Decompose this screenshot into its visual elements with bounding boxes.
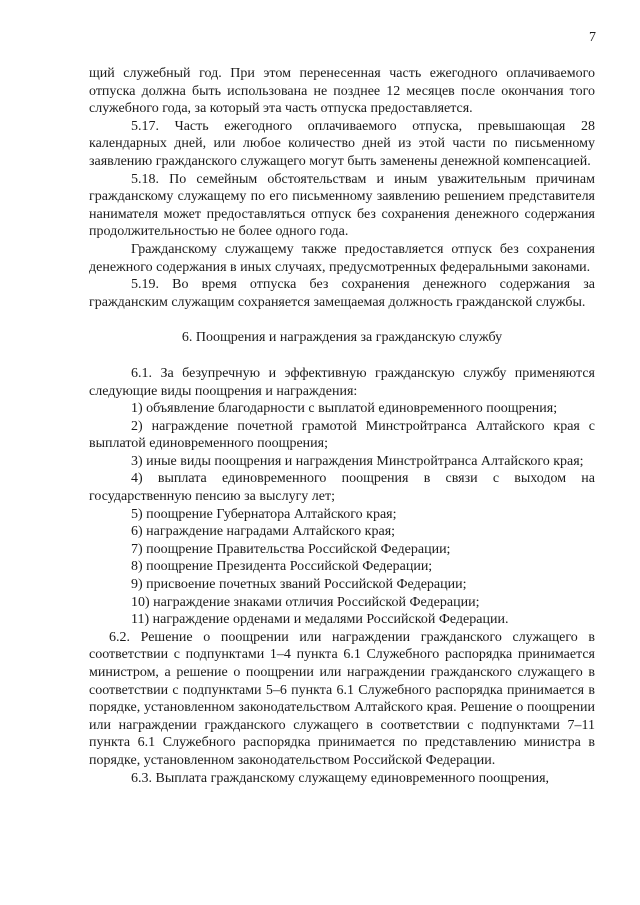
list-item: 1) объявление благодарности с выплатой единовременного поощрения; — [131, 401, 558, 417]
paragraph-5-18-extra: Гражданскому служащему также предоставляется отпуск без сохранения денежного содержания в иных случаях, предусмотренных федеральными законами. — [89, 241, 595, 275]
paragraph-5-18: 5.18. По семейным обстоятельствам и иным уважительным причинам гражданскому служащему по его письменному заявлению решением представителя нанимателя может предоставляться отпуск без сохранения денежного содержания продолжительностью не более одного года. — [89, 171, 595, 240]
page-number: 7 — [589, 30, 596, 45]
list-item: 6) награждение наградами Алтайского края; — [131, 524, 396, 540]
section-heading: 6. Поощрения и награждения за гражданскую службу — [181, 330, 503, 346]
list-item: 7) поощрение Правительства Российской Федерации; — [131, 541, 451, 557]
list-item: 4) выплата единовременного поощрения в связи с выходом на государственную пенсию за выслугу лет; — [89, 471, 595, 505]
list-item: 9) присвоение почетных званий Российской Федерации; — [131, 577, 467, 593]
paragraph-6-2: 6.2. Решение о поощрении или награждении гражданского служащего в соответствии с подпунктами 1–4 пункта 6.1 Служебного распорядка принимается министром, а решение о поощрении или награждении гражданского служащего в соответствии с подпунктами 5–6 пункта 6.1 Служебного распорядка принимается в порядке, установленном законодательством Алтайского края. Решение о поощрении или награждении гражданского служащего в соответствии с подпунктами 7–11 пункта 6.1 Служебного распорядка принимается по представлению министра в порядке, установленном законодательством Российской Федерации. — [89, 629, 595, 768]
list-item: 11) награждение орденами и медалями Российской Федерации. — [131, 612, 509, 628]
paragraph-6-3: 6.3. Выплата гражданскому служащему единовременного поощрения, — [131, 770, 550, 786]
paragraph-continuation: щий служебный год. При этом перенесенная часть ежегодного оплачиваемого отпуска должна быть использована не позднее 12 месяцев после окончания того служебного года, за который эта часть отпуска предоставляется. — [89, 66, 595, 117]
list-item: 8) поощрение Президента Российской Федерации; — [131, 559, 433, 575]
list-item: 3) иные виды поощрения и награждения Минстройтранса Алтайского края; — [131, 453, 584, 469]
list-item: 10) награждение знаками отличия Российской Федерации; — [131, 594, 480, 610]
list-item: 2) награждение почетной грамотой Минстройтранса Алтайского края с выплатой единовременного поощрения; — [89, 418, 595, 452]
paragraph-6-1: 6.1. За безупречную и эффективную гражданскую службу применяются следующие виды поощрения и награждения: — [89, 365, 595, 399]
paragraph-5-17: 5.17. Часть ежегодного оплачиваемого отпуска, превышающая 28 календарных дней, или любое количество дней из этой части по письменному заявлению гражданского служащего могут быть заменены денежной компенсацией. — [89, 118, 595, 169]
document-body — [89, 65, 595, 787]
paragraph-5-19: 5.19. Во время отпуска без сохранения денежного содержания за гражданским служащим сохраняется замещаемая должность гражданской службы. — [89, 277, 595, 310]
list-item: 5) поощрение Губернатора Алтайского края; — [131, 506, 397, 522]
